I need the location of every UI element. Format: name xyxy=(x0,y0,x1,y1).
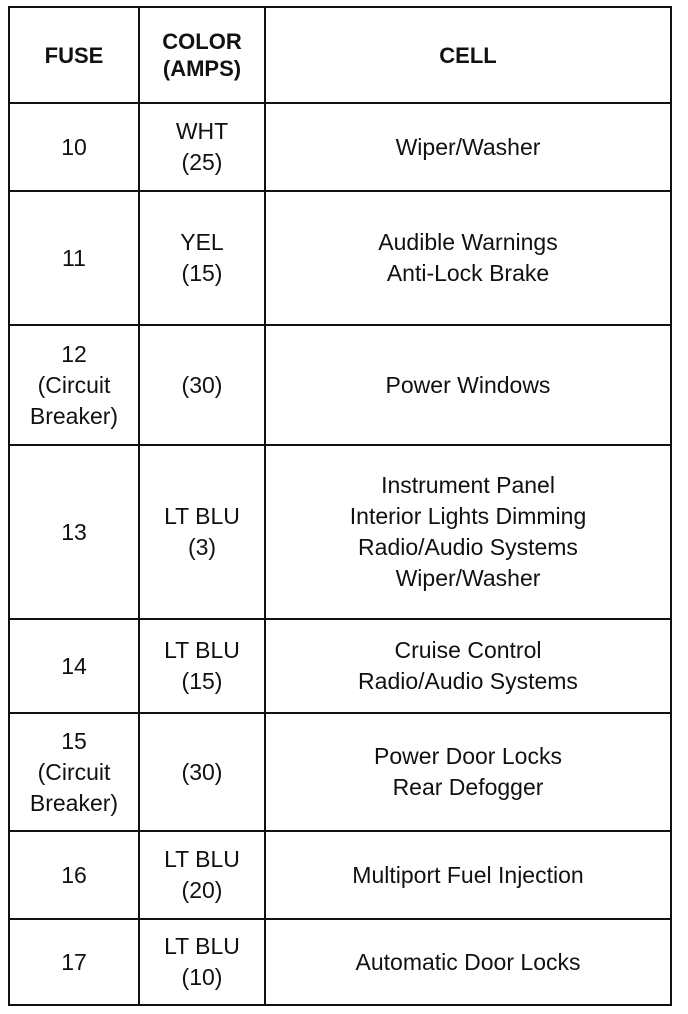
circuit-item: Multiport Fuel Injection xyxy=(352,861,584,888)
circuit-list xyxy=(265,191,671,325)
circuit-item: Instrument Panel xyxy=(381,472,555,498)
circuit-item: Power Door Locks xyxy=(374,743,562,769)
color-text: LT BLU xyxy=(164,846,240,872)
amps-text: (15) xyxy=(181,260,223,286)
fuse-text: 14 xyxy=(61,652,87,679)
fuse-text: 12 xyxy=(61,340,87,367)
fuse-text: (Circuit xyxy=(37,758,111,785)
color-amps xyxy=(139,445,265,619)
color-text: YEL xyxy=(180,229,224,255)
circuit-list xyxy=(265,919,671,1005)
circuit-item: Interior Lights Dimming xyxy=(349,503,587,529)
color-text: WHT xyxy=(175,118,229,144)
circuit-list xyxy=(265,325,671,445)
color-amps xyxy=(139,713,265,831)
header-fuse: FUSE xyxy=(9,7,139,103)
color-amps xyxy=(139,191,265,325)
color-amps xyxy=(139,325,265,445)
header-color-amps xyxy=(139,7,265,103)
amps-text: (30) xyxy=(181,371,223,398)
fuse-text: (Circuit xyxy=(37,371,111,398)
fuse-text: 16 xyxy=(61,861,87,888)
table-row xyxy=(9,445,671,619)
amps-text: (3) xyxy=(187,534,217,560)
circuit-item: Rear Defogger xyxy=(392,774,544,800)
circuit-list xyxy=(265,619,671,713)
table-row xyxy=(9,619,671,713)
header-cell: CELL xyxy=(265,7,671,103)
color-text: LT BLU xyxy=(164,637,240,663)
fuse-text: 13 xyxy=(61,518,87,545)
circuit-item: Automatic Door Locks xyxy=(355,948,581,975)
fuse-number xyxy=(9,619,139,713)
fuse-table xyxy=(8,6,672,1006)
fuse-number xyxy=(9,713,139,831)
fuse-text: 15 xyxy=(61,727,87,754)
fuse-text: 10 xyxy=(61,133,87,160)
fuse-number xyxy=(9,831,139,919)
color-amps xyxy=(139,831,265,919)
fuse-number xyxy=(9,445,139,619)
amps-text: (20) xyxy=(181,877,223,903)
amps-text: (30) xyxy=(181,758,223,785)
amps-text: (25) xyxy=(181,149,223,175)
amps-text: (10) xyxy=(181,964,223,990)
circuit-item: Anti-Lock Brake xyxy=(386,260,550,286)
color-text: LT BLU xyxy=(164,933,240,959)
circuit-list xyxy=(265,831,671,919)
color-text: LT BLU xyxy=(164,503,240,529)
circuit-item: Power Windows xyxy=(385,371,551,398)
fuse-text: 17 xyxy=(61,948,87,975)
fuse-number xyxy=(9,325,139,445)
header-color-line1: COLOR xyxy=(162,29,242,54)
circuit-list xyxy=(265,445,671,619)
color-amps xyxy=(139,619,265,713)
table-row xyxy=(9,103,671,191)
table-row xyxy=(9,919,671,1005)
header-color-line2: (AMPS) xyxy=(162,56,242,81)
fuse-text: Breaker) xyxy=(29,789,119,816)
table-row xyxy=(9,831,671,919)
fuse-text: 11 xyxy=(62,244,86,271)
circuit-item: Radio/Audio Systems xyxy=(358,534,578,560)
color-amps xyxy=(139,103,265,191)
fuse-number xyxy=(9,191,139,325)
color-amps xyxy=(139,919,265,1005)
circuit-item: Audible Warnings xyxy=(378,229,558,255)
circuit-item: Cruise Control xyxy=(394,637,542,663)
amps-text: (15) xyxy=(181,668,223,694)
circuit-item: Wiper/Washer xyxy=(395,565,541,591)
circuit-list xyxy=(265,103,671,191)
circuit-item: Wiper/Washer xyxy=(395,133,541,160)
circuit-item: Radio/Audio Systems xyxy=(358,668,578,694)
table-row xyxy=(9,713,671,831)
fuse-number xyxy=(9,919,139,1005)
fuse-text: Breaker) xyxy=(29,402,119,429)
table-row xyxy=(9,325,671,445)
circuit-list xyxy=(265,713,671,831)
fuse-number xyxy=(9,103,139,191)
header-row xyxy=(9,7,671,103)
table-row xyxy=(9,191,671,325)
